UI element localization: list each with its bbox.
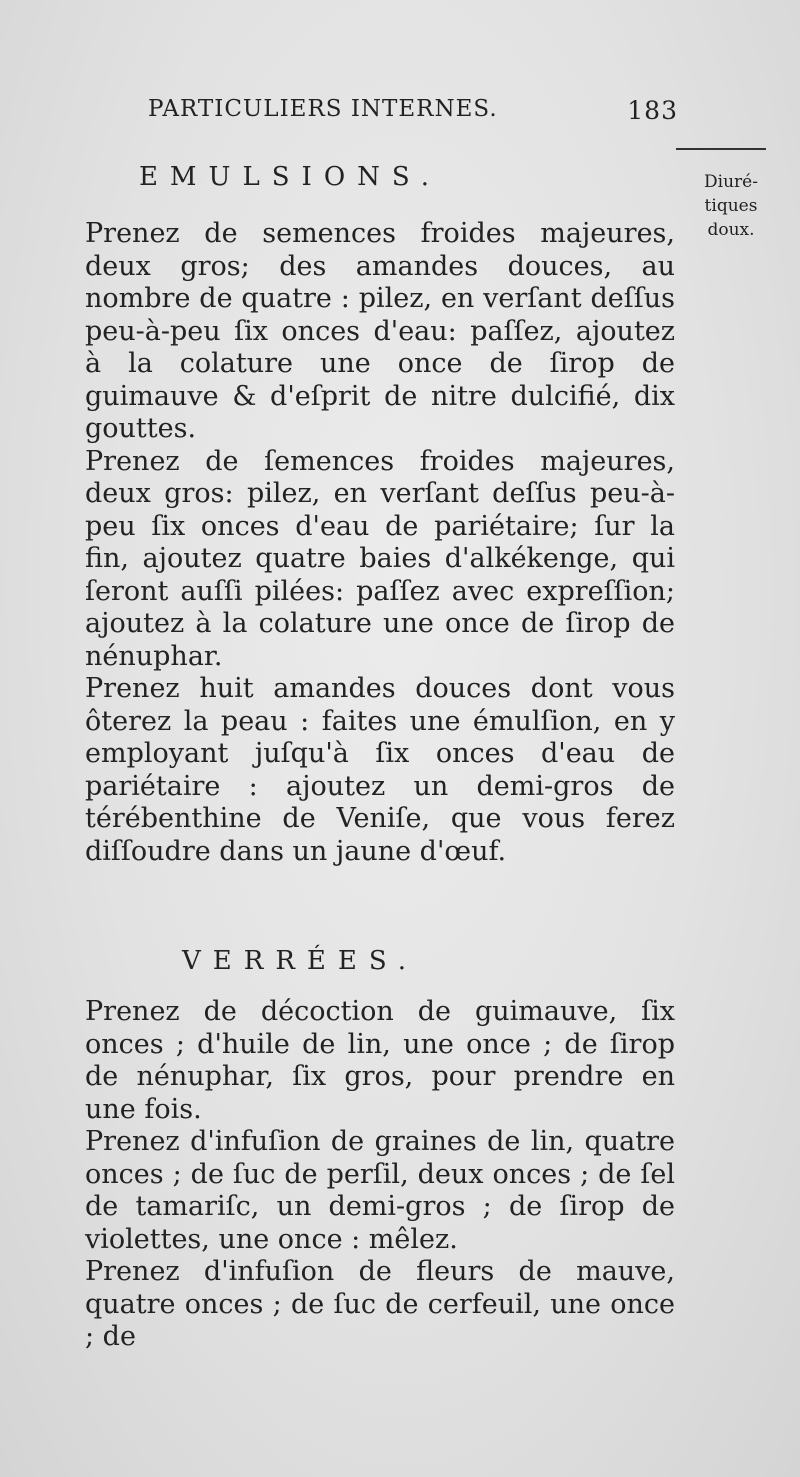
- section-body-emulsions: [85, 218, 675, 868]
- paragraph: Prenez huit amandes douces dont vous ôterez la peau : faites une émulſion, en y employant juſqu'à ſix onces d'eau de pariétaire : ajoutez un demi-gros de térébenthine de Veniſe, que vous ferez diſſoudre dans un jaune d'œuf.: [85, 673, 675, 867]
- paragraph: Prenez d'infuſion de graines de lin, quatre onces ; de ſuc de perſil, deux onces ; de ſel de tamariſc, un demi-gros ; de ſirop de violettes, une once : mêlez.: [85, 1126, 675, 1255]
- page-number: 183: [627, 96, 678, 125]
- margin-note: [676, 170, 786, 242]
- paragraph: Prenez de décoction de guimauve, ſix onces ; d'huile de lin, une once ; de ſirop de nénuphar, ſix gros, pour prendre en une fois.: [85, 996, 675, 1125]
- paragraph: Prenez de ſemences froides majeures, deux gros: pilez, en verſant deſſus peu-à-peu ſix onces d'eau de pariétaire; ſur la fin, ajoutez quatre baies d'alkékenge, qui ſeront auſſi pilées: paſſez avec expreſſion; ajoutez à la colature une once de ſirop de nénuphar.: [85, 445, 675, 672]
- section-heading-verrees: VERRÉES.: [181, 946, 419, 976]
- margin-note-line: tiques: [704, 196, 758, 216]
- running-head-title: PARTICULIERS INTERNES.: [148, 96, 498, 122]
- paragraph: Prenez d'infuſion de fleurs de mauve, quatre onces ; de ſuc de cerfeuil, une once ; de: [85, 1256, 675, 1352]
- margin-note-line: Diuré-: [704, 172, 758, 192]
- section-body-verrees: [85, 996, 675, 1354]
- margin-note-line: doux.: [707, 220, 755, 240]
- section-heading-emulsions: EMULSIONS.: [138, 162, 442, 192]
- paragraph: Prenez de semences froides majeures, deux gros; des amandes douces, au nombre de quatre : pilez, en verſant deſſus peu-à-peu ſix onces d'eau: paſſez, ajoutez à la colature une once de ſirop de guimauve & d'eſprit de nitre dulcifié, dix gouttes.: [85, 218, 675, 444]
- margin-rule: [676, 148, 766, 150]
